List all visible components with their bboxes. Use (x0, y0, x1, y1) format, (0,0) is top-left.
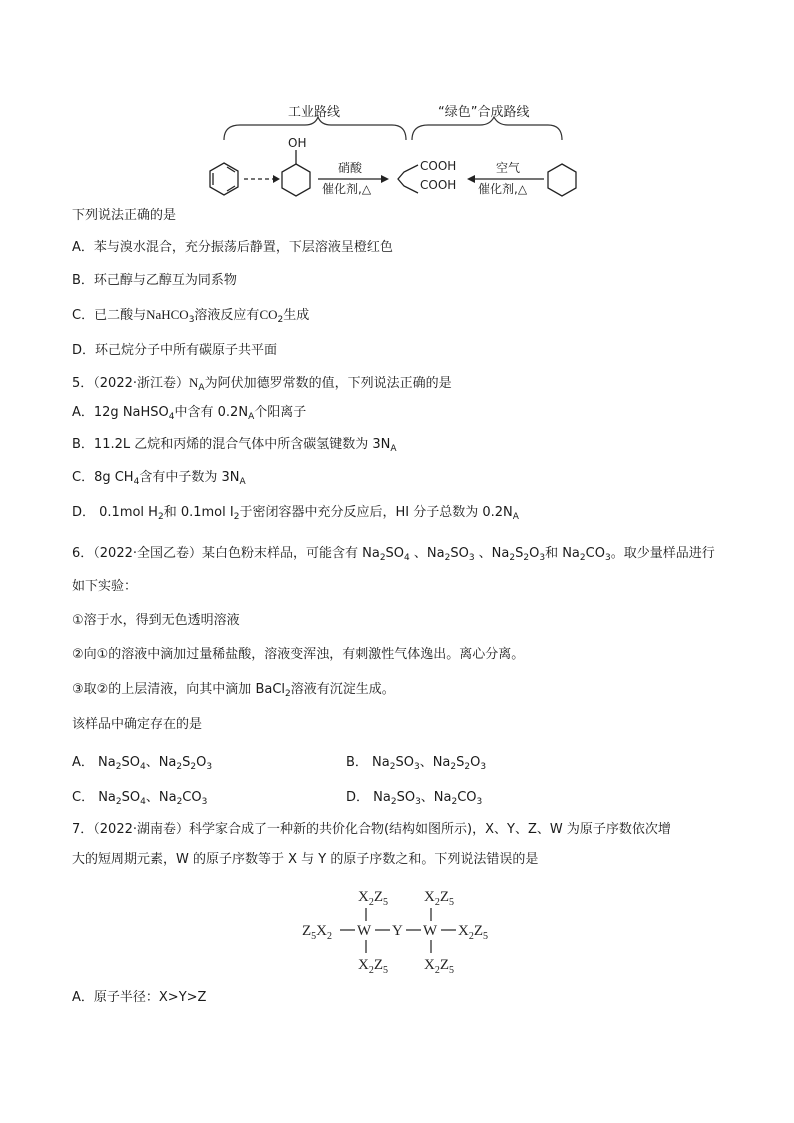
q7-stem: 7．（2022·湖南卷）科学家合成了一种新的共价化合物(结构如图所示)，X、Y、Z、W 为原子序数依次增 (72, 822, 671, 837)
green-label: “绿色”合成路线 (438, 105, 530, 120)
q7-stem-cont: 大的短周期元素，W 的原子序数等于 X 与 Y 的原子序数之和。下列说法错误的是 (72, 852, 539, 867)
q6-step-2: ②向①的溶液中滴加过量稀盐酸，溶液变浑浊，有刺激性气体逸出。离心分离。 (72, 647, 525, 662)
y-atom: Y (392, 923, 403, 939)
q5-option-b: B．11.2L 乙烷和丙烯的混合气体中所含碳氢键数为 $3N_A$ (72, 437, 397, 454)
q5-option-a: A．12g NaHSO$_4$中含有 $0.2N_A$个阳离子 (72, 405, 307, 422)
w-atom-right: W (423, 923, 438, 939)
reagent2-bottom: 催化剂,△ (478, 182, 528, 196)
q6-option-c: C． $Na_2SO_4$、$Na_2CO_3$ (72, 790, 208, 807)
q6-step-3: ③取②的上层清液，向其中滴加 BaCl$_2$溶液有沉淀生成。 (72, 682, 395, 699)
benzene-ring (210, 163, 238, 195)
q6-prompt: 该样品中确定存在的是 (72, 717, 203, 732)
q6-option-a: A． $Na_2SO_4$、$Na_2S_2O_3$ (72, 755, 213, 772)
cooh-top: COOH (420, 159, 457, 173)
brace-green (412, 117, 562, 140)
q6-option-b: B． $Na_2SO_3$、$Na_2S_2O_3$ (346, 755, 487, 772)
svg-text:X2Z5: $X_2Z_5$ (358, 957, 389, 976)
industrial-label: 工业路线 (288, 105, 341, 120)
q5-option-d: D． 0.1mol $H_2$和 0.1mol $I_2$于密闭容器中充分反应后，HI 分子总数为 $0.2N_A$ (72, 505, 519, 522)
svg-text:X2Z5: $X_2Z_5$ (358, 889, 389, 908)
q4-option-a: A．苯与溴水混合，充分振荡后静置，下层溶液呈橙红色 (72, 240, 393, 255)
reagent1-top: 硝酸 (338, 161, 363, 175)
adipic-acid-chain (398, 165, 418, 193)
q6-step-1: ①溶于水，得到无色透明溶液 (72, 613, 240, 628)
q6-option-d: D． $Na_2SO_3$、$Na_2CO_3$ (346, 790, 483, 807)
q6-stem: 6．（2022·全国乙卷）某白色粉末样品，可能含有 $Na_2SO_4$ 、$Na_2SO_3$ 、$Na_2S_2O_3$和 $Na_2CO_3$。取少量样品进行 (72, 546, 715, 563)
q5-stem: 5．（2022·浙江卷）$N_A$为阿伏加德罗常数的值，下列说法正确的是 (72, 375, 452, 393)
cyclohexane-ring (548, 164, 576, 196)
q6-stem-cont: 如下实验： (72, 579, 138, 594)
structure-diagram (0, 880, 794, 980)
svg-text:X2Z5: $X_2Z_5$ (424, 889, 455, 908)
brace-industrial (224, 117, 406, 140)
svg-text:X2Z5: $X_2Z_5$ (424, 957, 455, 976)
q7-option-a: A．原子半径：X>Y>Z (72, 990, 207, 1005)
w-atom-left: W (357, 923, 372, 939)
reagent1-bottom: 催化剂,△ (322, 182, 372, 196)
q4-option-c: C．已二酸与NaHCO$_3$溶液反应有$CO_2$生成 (72, 307, 310, 325)
reaction-scheme (0, 0, 794, 210)
q4-option-d: D．环己烷分子中所有碳原子共平面 (72, 343, 278, 358)
svg-text:Z5X2: $Z_5X_2$ (302, 923, 333, 942)
q4-prompt: 下列说法正确的是 (72, 208, 177, 223)
svg-text:X2Z5: $X_2Z_5$ (458, 923, 489, 942)
cooh-bottom: COOH (420, 178, 457, 192)
reagent2-top: 空气 (496, 161, 521, 175)
q5-option-c: C．8g $CH_4$含有中子数为 $3N_A$ (72, 470, 246, 487)
q4-option-b: B．环己醇与乙醇互为同系物 (72, 273, 237, 288)
oh-label: OH (288, 136, 307, 150)
cyclohexanol-ring (282, 150, 310, 196)
